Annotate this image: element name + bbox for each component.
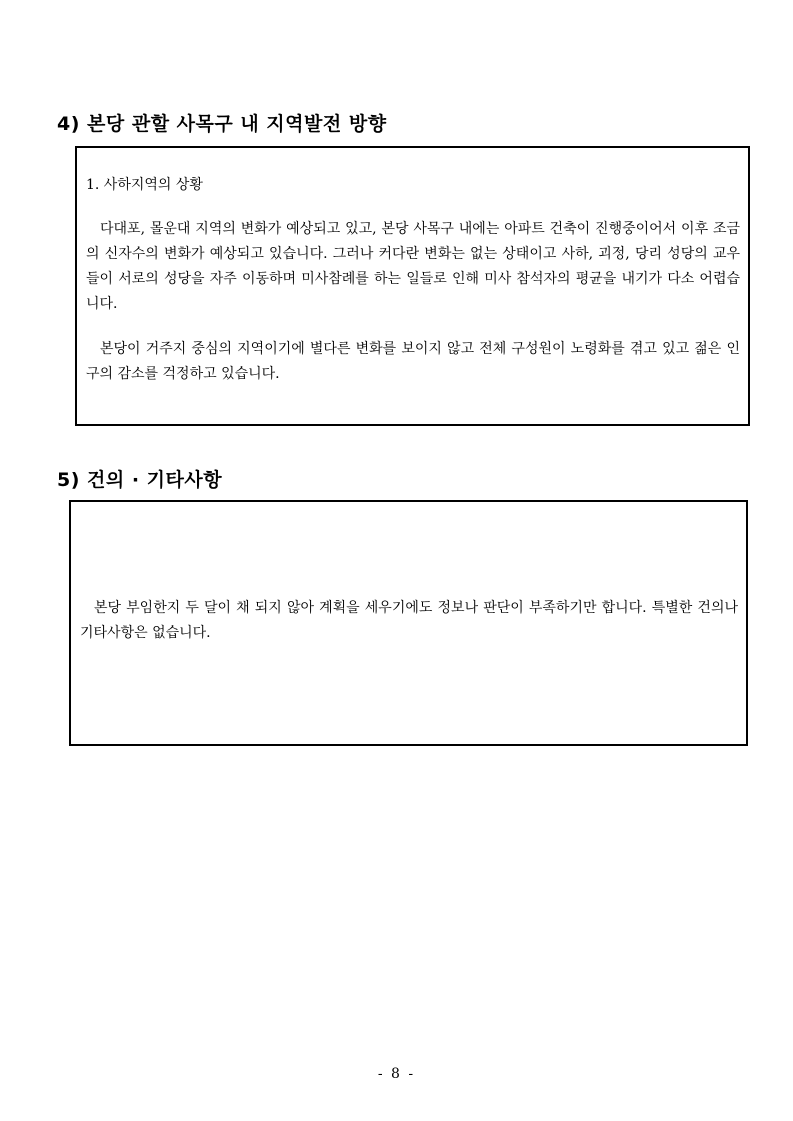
section-4-paragraph-1: 다대포, 몰운대 지역의 변화가 예상되고 있고, 본당 사목구 내에는 아파트 건축이 진행중이어서 이후 조금의 신자수의 변화가 예상되고 있습니다. 그러나 커다란 변화는 없는 상태이고 사하, 괴정, 당리 성당의 교우들이 서로의 성당을 자주 이동하며 미사참례를 하는 일들로 인해 미사 참석자의 평균을 내기가 다소 어렵습니다. [86,221,740,312]
page-number: - 8 - [377,1066,416,1082]
section-5-paragraph-1: 본당 부임한지 두 달이 채 되지 않아 계획을 세우기에도 정보나 판단이 부족하기만 합니다. 특별한 건의나 기타사항은 없습니다. [80,600,738,641]
section-4-box [75,146,750,426]
section-5-heading: 5) 건의 · 기타사항 [57,469,223,491]
section-4-heading: 4) 본당 관할 사목구 내 지역발전 방향 [57,113,387,135]
section-4-subtitle: 1. 사하지역의 상황 [86,177,203,193]
section-5-box [69,500,748,746]
section-4-paragraph-2: 본당이 거주지 중심의 지역이기에 별다른 변화를 보이지 않고 전체 구성원이 노령화를 겪고 있고 젊은 인구의 감소를 걱정하고 있습니다. [86,341,740,382]
